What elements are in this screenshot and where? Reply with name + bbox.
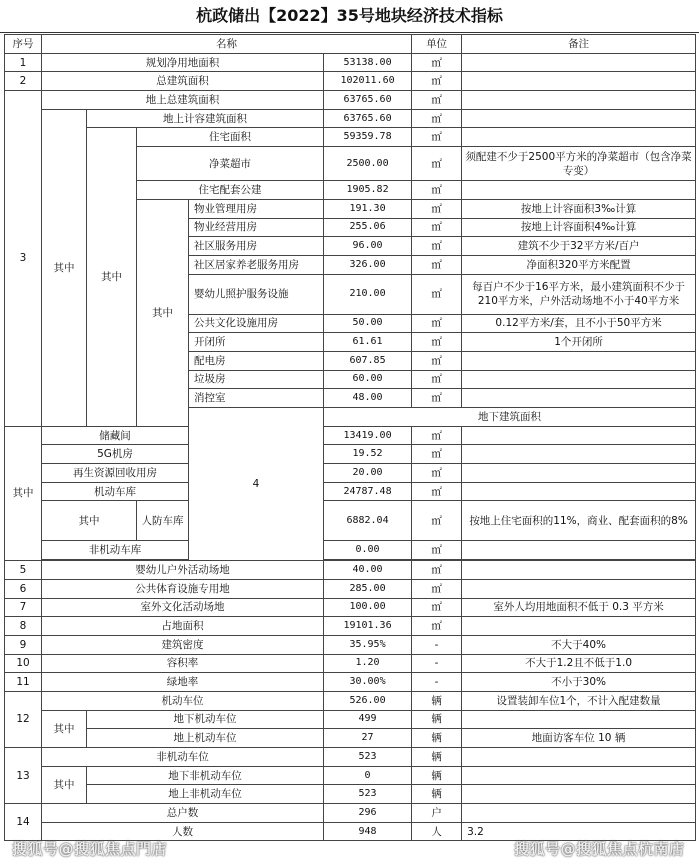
note-cell: 按地上计容面积4‰计算 xyxy=(462,218,696,237)
unit-cell: ㎡ xyxy=(412,579,462,598)
note-cell: 按地上计容面积3‰计算 xyxy=(462,199,696,218)
name-cell: 地上非机动车位 xyxy=(87,785,324,804)
table-title: 杭政储出【2022】35号地块经济技术指标 xyxy=(0,0,699,33)
note-cell xyxy=(462,91,696,110)
table-row xyxy=(5,673,696,692)
note-cell xyxy=(462,464,696,483)
value-cell: 1905.82 xyxy=(324,181,412,200)
note-cell: 每百户不少于16平方米，最小建筑面积不少于210平方米，户外活动场地不小于40平方米 xyxy=(462,274,696,314)
note-cell xyxy=(462,785,696,804)
watermark-right: 搜狐号@搜狐焦点杭南店 xyxy=(514,840,685,858)
unit-cell: 辆 xyxy=(412,748,462,767)
name-cell: 占地面积 xyxy=(42,617,324,636)
name-cell: 机动车库 xyxy=(42,482,189,501)
value-cell: 19101.36 xyxy=(324,617,412,636)
note-cell xyxy=(462,445,696,464)
unit-cell: 户 xyxy=(412,804,462,823)
unit-cell: ㎡ xyxy=(412,218,462,237)
unit-cell: ㎡ xyxy=(412,464,462,483)
group-label: 其中 xyxy=(42,766,87,803)
group-label: 其中 xyxy=(42,710,87,747)
unit-cell: ㎡ xyxy=(412,598,462,617)
name-cell: 总建筑面积 xyxy=(42,72,324,91)
note-cell: 室外人均用地面积不低于 0.3 平方米 xyxy=(462,598,696,617)
unit-cell: - xyxy=(412,654,462,673)
note-cell: 建筑不少于32平方米/百户 xyxy=(462,237,696,256)
unit-cell: ㎡ xyxy=(412,237,462,256)
unit-cell: ㎡ xyxy=(412,314,462,333)
note-cell: 不大于1.2且不低于1.0 xyxy=(462,654,696,673)
seq-cell: 5 xyxy=(5,561,42,580)
table-row xyxy=(5,598,696,617)
seq-cell: 9 xyxy=(5,635,42,654)
table-row xyxy=(5,482,696,501)
note-cell: 不小于30% xyxy=(462,673,696,692)
table-row xyxy=(5,691,696,710)
unit-cell: ㎡ xyxy=(412,181,462,200)
table-row xyxy=(5,748,696,767)
name-cell: 绿地率 xyxy=(42,673,324,692)
unit-cell: ㎡ xyxy=(412,370,462,389)
value-cell: 13419.00 xyxy=(324,426,412,445)
unit-cell: 人 xyxy=(412,822,462,841)
table-row xyxy=(5,710,696,729)
note-cell xyxy=(462,389,696,408)
seq-cell: 12 xyxy=(5,691,42,747)
value-cell: 61.61 xyxy=(324,333,412,352)
value-cell: 326.00 xyxy=(324,255,412,274)
unit-cell: ㎡ xyxy=(412,445,462,464)
value-cell: 63765.60 xyxy=(324,91,412,110)
unit-cell: ㎡ xyxy=(412,72,462,91)
name-cell: 消控室 xyxy=(189,389,324,408)
table-row xyxy=(5,766,696,785)
table-row xyxy=(5,91,696,110)
name-cell: 非机动车库 xyxy=(42,541,189,560)
indicator-table xyxy=(4,34,696,841)
name-cell: 5G机房 xyxy=(42,445,189,464)
note-cell xyxy=(462,370,696,389)
name-cell: 住宅配套公建 xyxy=(137,181,324,200)
value-cell: 2500.00 xyxy=(324,147,412,181)
name-cell: 社区服务用房 xyxy=(189,237,324,256)
value-cell: 30.00% xyxy=(324,673,412,692)
name-cell: 物业管理用房 xyxy=(189,199,324,218)
note-cell: 1个开闭所 xyxy=(462,333,696,352)
note-cell: 设置装卸车位1个，不计入配建数量 xyxy=(462,691,696,710)
seq-cell: 2 xyxy=(5,72,42,91)
note-cell xyxy=(462,351,696,370)
value-cell: 53138.00 xyxy=(324,53,412,72)
table-row xyxy=(5,53,696,72)
value-cell: 35.95% xyxy=(324,635,412,654)
value-cell: 499 xyxy=(324,710,412,729)
value-cell: 19.52 xyxy=(324,445,412,464)
value-cell: 0.00 xyxy=(324,541,412,560)
name-cell: 开闭所 xyxy=(189,333,324,352)
table-row xyxy=(5,579,696,598)
note-cell: 地面访客车位 10 辆 xyxy=(462,729,696,748)
seq-cell: 11 xyxy=(5,673,42,692)
name-cell: 地下非机动车位 xyxy=(87,766,324,785)
value-cell: 40.00 xyxy=(324,561,412,580)
note-cell xyxy=(462,766,696,785)
note-cell xyxy=(462,710,696,729)
table-row xyxy=(5,464,696,483)
group-label: 其中 xyxy=(137,199,189,426)
name-cell: 室外文化活动场地 xyxy=(42,598,324,617)
header-row xyxy=(5,35,696,54)
seq-cell: 10 xyxy=(5,654,42,673)
seq-cell: 4 xyxy=(189,408,324,561)
name-cell: 公共文化设施用房 xyxy=(189,314,324,333)
value-cell: 607.85 xyxy=(324,351,412,370)
table-row xyxy=(5,561,696,580)
name-cell: 规划净用地面积 xyxy=(42,53,324,72)
unit-cell: ㎡ xyxy=(412,255,462,274)
value-cell: 50.00 xyxy=(324,314,412,333)
unit-cell: 辆 xyxy=(412,691,462,710)
header-unit: 单位 xyxy=(412,35,462,54)
name-cell: 人防车库 xyxy=(137,501,189,541)
unit-cell: ㎡ xyxy=(412,426,462,445)
note-cell: 按地上住宅面积的11%，商业、配套面积的8% xyxy=(462,501,696,541)
note-cell xyxy=(462,426,696,445)
watermark-left: 搜狐号@搜狐焦点門店 xyxy=(12,840,168,858)
note-cell xyxy=(462,804,696,823)
unit-cell: ㎡ xyxy=(412,482,462,501)
unit-cell: ㎡ xyxy=(412,53,462,72)
value-cell: 191.30 xyxy=(324,199,412,218)
table-row xyxy=(5,635,696,654)
note-cell xyxy=(462,482,696,501)
unit-cell: ㎡ xyxy=(412,561,462,580)
value-cell: 523 xyxy=(324,748,412,767)
unit-cell: ㎡ xyxy=(412,333,462,352)
name-cell: 总户数 xyxy=(42,804,324,823)
header-note: 备注 xyxy=(462,35,696,54)
note-cell xyxy=(462,617,696,636)
unit-cell: ㎡ xyxy=(412,617,462,636)
value-cell: 100.00 xyxy=(324,598,412,617)
table-row xyxy=(5,445,696,464)
unit-cell: ㎡ xyxy=(412,109,462,128)
name-cell: 储藏间 xyxy=(42,426,189,445)
unit-cell: 辆 xyxy=(412,785,462,804)
table-row xyxy=(5,654,696,673)
table-row xyxy=(5,501,696,541)
value-cell: 27 xyxy=(324,729,412,748)
unit-cell: ㎡ xyxy=(412,128,462,147)
name-cell: 建筑密度 xyxy=(42,635,324,654)
group-label: 其中 xyxy=(42,109,87,426)
table-row xyxy=(5,785,696,804)
note-cell xyxy=(462,128,696,147)
value-cell: 948 xyxy=(324,822,412,841)
value-cell: 96.00 xyxy=(324,237,412,256)
unit-cell: 辆 xyxy=(412,710,462,729)
unit-cell: ㎡ xyxy=(412,501,462,541)
value-cell: 526.00 xyxy=(324,691,412,710)
name-cell: 婴幼儿户外活动场地 xyxy=(42,561,324,580)
note-cell xyxy=(462,109,696,128)
note-cell: 0.12平方米/套，且不小于50平方米 xyxy=(462,314,696,333)
unit-cell: ㎡ xyxy=(412,541,462,560)
name-cell: 婴幼儿照护服务设施 xyxy=(189,274,324,314)
name-cell: 地上机动车位 xyxy=(87,729,324,748)
table-row xyxy=(5,541,696,560)
name-cell: 垃圾房 xyxy=(189,370,324,389)
header-name: 名称 xyxy=(42,35,412,54)
unit-cell: ㎡ xyxy=(412,199,462,218)
name-cell: 地下建筑面积 xyxy=(324,408,696,427)
value-cell: 0 xyxy=(324,766,412,785)
unit-cell: ㎡ xyxy=(412,91,462,110)
value-cell: 296 xyxy=(324,804,412,823)
value-cell: 255.06 xyxy=(324,218,412,237)
seq-cell: 1 xyxy=(5,53,42,72)
name-cell: 物业经营用房 xyxy=(189,218,324,237)
note-cell: 须配建不少于2500平方米的净菜超市（包含净菜专变） xyxy=(462,147,696,181)
seq-cell: 14 xyxy=(5,804,42,841)
name-cell: 地上总建筑面积 xyxy=(42,91,324,110)
table-row xyxy=(5,729,696,748)
value-cell: 6882.04 xyxy=(324,501,412,541)
name-cell: 社区居家养老服务用房 xyxy=(189,255,324,274)
value-cell: 285.00 xyxy=(324,579,412,598)
name-cell: 再生资源回收用房 xyxy=(42,464,189,483)
table-row xyxy=(5,617,696,636)
value-cell: 59359.78 xyxy=(324,128,412,147)
name-cell: 人数 xyxy=(42,822,324,841)
seq-cell: 3 xyxy=(5,91,42,427)
note-cell xyxy=(462,748,696,767)
value-cell: 24787.48 xyxy=(324,482,412,501)
seq-cell: 6 xyxy=(5,579,42,598)
unit-cell: 辆 xyxy=(412,766,462,785)
unit-cell: ㎡ xyxy=(412,274,462,314)
value-cell: 48.00 xyxy=(324,389,412,408)
unit-cell: ㎡ xyxy=(412,389,462,408)
table-row xyxy=(5,426,696,445)
note-cell xyxy=(462,53,696,72)
name-cell: 容积率 xyxy=(42,654,324,673)
table-row xyxy=(5,109,696,128)
name-cell: 住宅面积 xyxy=(137,128,324,147)
value-cell: 102011.60 xyxy=(324,72,412,91)
value-cell: 210.00 xyxy=(324,274,412,314)
note-cell xyxy=(462,579,696,598)
group-label: 其中 xyxy=(5,426,42,560)
name-cell: 地上计容建筑面积 xyxy=(87,109,324,128)
value-cell: 1.20 xyxy=(324,654,412,673)
header-seq: 序号 xyxy=(5,35,42,54)
name-cell: 公共体育设施专用地 xyxy=(42,579,324,598)
note-cell xyxy=(462,72,696,91)
note-cell: 3.2 xyxy=(462,822,696,841)
note-cell: 净面积320平方米配置 xyxy=(462,255,696,274)
table-row xyxy=(5,804,696,823)
unit-cell: 辆 xyxy=(412,729,462,748)
seq-cell: 13 xyxy=(5,748,42,804)
name-cell: 非机动车位 xyxy=(42,748,324,767)
note-cell xyxy=(462,561,696,580)
group-label: 其中 xyxy=(87,128,137,426)
table-row xyxy=(5,128,696,147)
unit-cell: ㎡ xyxy=(412,147,462,181)
note-cell xyxy=(462,541,696,560)
name-cell: 净菜超市 xyxy=(137,147,324,181)
value-cell: 523 xyxy=(324,785,412,804)
unit-cell: ㎡ xyxy=(412,351,462,370)
group-label: 其中 xyxy=(42,501,137,541)
value-cell: 63765.60 xyxy=(324,109,412,128)
unit-cell: - xyxy=(412,635,462,654)
unit-cell: - xyxy=(412,673,462,692)
note-cell: 不大于40% xyxy=(462,635,696,654)
note-cell xyxy=(462,181,696,200)
table-row xyxy=(5,72,696,91)
seq-cell: 8 xyxy=(5,617,42,636)
value-cell: 20.00 xyxy=(324,464,412,483)
seq-cell: 7 xyxy=(5,598,42,617)
name-cell: 配电房 xyxy=(189,351,324,370)
name-cell: 地下机动车位 xyxy=(87,710,324,729)
value-cell: 60.00 xyxy=(324,370,412,389)
name-cell: 机动车位 xyxy=(42,691,324,710)
